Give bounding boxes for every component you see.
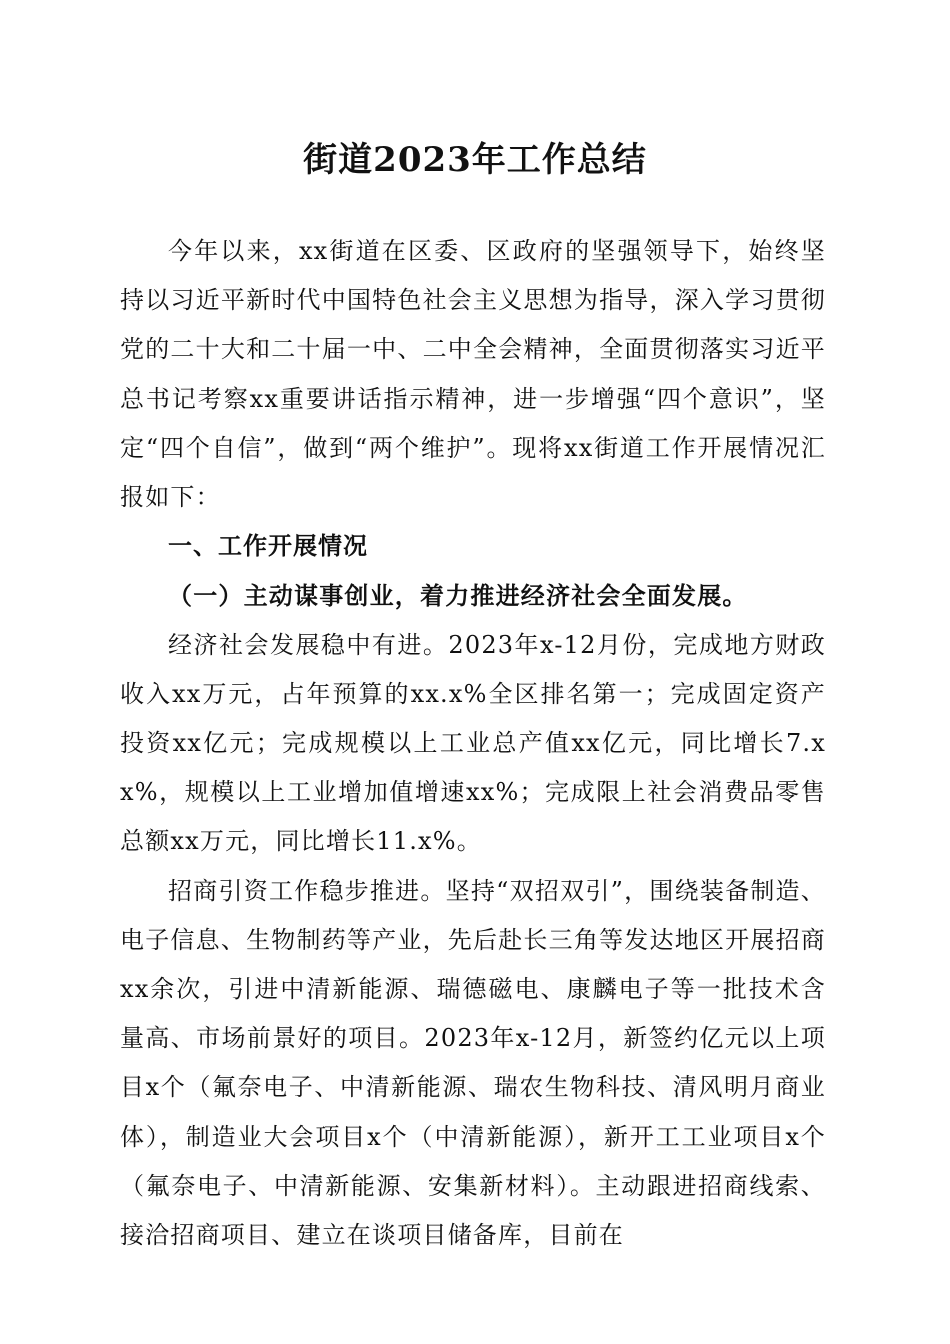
- document-title: 街道2023年工作总结: [303, 140, 647, 180]
- intro-paragraph: 今年以来，xx街道在区委、区政府的坚强领导下，始终坚持以习近平新时代中国特色社会主义思想为指导，深入学习贯彻党的二十大和二十届一中、二中全会精神，全面贯彻落实习近平总书记考察xx重要讲话指示精神，进一步增强“四个意识”，坚定“四个自信”，做到“两个维护”。现将xx街道工作开展情况汇报如下：: [120, 237, 826, 512]
- section-heading: 一、工作开展情况: [168, 532, 368, 561]
- investment-paragraph: 招商引资工作稳步推进。坚持“双招双引”，围绕装备制造、电子信息、生物制药等产业，先后赴长三角等发达地区开展招商xx余次，引进中清新能源、瑞德磁电、康麟电子等一批技术含量高、市场前景好的项目。2023年x-12月，新签约亿元以上项目x个（氟奈电子、中清新能源、瑞农生物科技、清风明月商业体），制造业大会项目x个（中清新能源），新开工工业项目x个（氟奈电子、中清新能源、安集新材料）。主动跟进招商线索、接洽招商项目、建立在谈项目储备库，目前在: [120, 876, 826, 1250]
- document-body: [120, 227, 826, 1260]
- subsection-heading: （一）主动谋事创业，着力推进经济社会全面发展。: [168, 581, 748, 611]
- economy-paragraph: 经济社会发展稳中有进。2023年x-12月份，完成地方财政收入xx万元，占年预算的xx.x%全区排名第一；完成固定资产投资xx亿元；完成规模以上工业总产值xx亿元，同比增长7.xx%，规模以上工业增加值增速xx%；完成限上社会消费品零售总额xx万元，同比增长11.x%。: [120, 630, 826, 856]
